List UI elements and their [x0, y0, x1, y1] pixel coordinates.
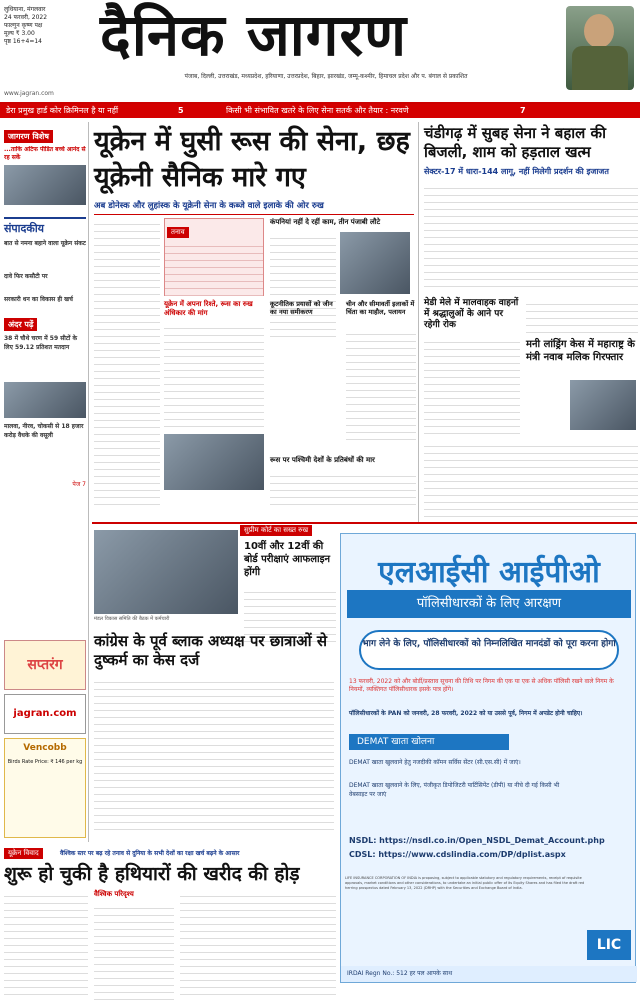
congress-story-headline[interactable]: कांग्रेस के पूर्व ब्लाक अध्यक्ष पर छात्राओं से दुष्कर्म का केस दर्ज	[94, 632, 327, 669]
lic-ad-note-1: 13 फरवरी, 2022 को और बोर्डी/प्रस्ताव सूचना की तिथि पर निगम की एक या एक से अधिक पॉलिसी रखने वाले निगम के नियमों, व्यक्तिगत पॉलिसीधारक इसके पात्र होंगे।	[349, 678, 614, 693]
lic-logo: LIC	[587, 930, 631, 960]
bottom-body-3	[180, 890, 336, 1000]
nsdl-link[interactable]: NSDL: https://nsdl.co.in/Open_NSDL_Demat_Account.php	[349, 836, 605, 845]
ticker-left-page: 5	[178, 106, 184, 115]
inside-heading: अंदर पढ़ें	[4, 318, 37, 331]
edition-line: फाल्गुन कृष्ण पक्ष	[4, 22, 43, 29]
editorial-item[interactable]: सरकारी धन का विकास ही खर्च	[4, 296, 73, 303]
story-diplomacy[interactable]: कूटनीतिक प्रयासों को जीन का नया समीकरण	[270, 300, 333, 316]
jagran-special-label: जागरण विशेष	[4, 130, 53, 143]
lic-demat-item: DEMAT खाता खुलवाने के लिए, पंजीकृत डिपोजिटरी पार्टिसिपेंट (डीपी) या नीचे दी गई किसी भी वेबसाइट पर जाएं	[349, 782, 560, 798]
lic-fine-print: LIFE INSURANCE CORPORATION OF INDIA is proposing, subject to applicable statutory and regulatory requirements, receipt of requisite approvals, market conditions and other considerations, to undertake an initial public offer of its Equity Shares and has filed the draft red herring prospectus dated February 13, 2022 (DRHP) with the Securities and Exchange Board of India.	[345, 876, 585, 890]
tension-label: तनाव	[167, 227, 189, 238]
lead-body-col-1	[94, 218, 160, 510]
teaser-photo	[4, 165, 86, 205]
lic-ad-band: पॉलिसीधारकों के लिए आरक्षण	[347, 590, 631, 618]
masthead	[0, 0, 640, 104]
page-ref: पेज 7	[72, 481, 86, 488]
vencobb-price: Birds Rate Price: ₹ 146 per kg	[7, 759, 83, 765]
top-ticker	[0, 104, 640, 118]
divider	[92, 522, 637, 524]
edition-info	[4, 6, 94, 46]
meeting-caption: मंडल विकास समिति की बैठक में कर्मचारी	[94, 616, 170, 622]
pages: पृष्ठ 16+4=14	[4, 38, 42, 45]
story-china[interactable]: चीन और सीमावर्ती इलाकों में चिंता का माहौल, पलायन	[346, 300, 415, 316]
left-ads	[4, 640, 86, 840]
cdsl-link[interactable]: CDSL: https://www.cdslindia.com/DP/dplist.aspx	[349, 850, 566, 859]
supreme-court-label: सुप्रीम कोर्ट का सख्त रुख	[240, 525, 312, 536]
lead-subhead: अब डोनेस्क और लुहांस्क के यूक्रेनी सेना के कब्जे वाले इलाके की ओर रुख	[94, 201, 324, 211]
divider	[418, 122, 419, 522]
story-companies-body	[270, 232, 336, 342]
inside-item[interactable]: 38 में चौथे चरण में 59 सीटों के लिए 59.12 प्रतिशत मतदान	[4, 335, 78, 351]
ticker-right[interactable]: किसी भी संभावित खतरे के लिए सेना सतर्क और तैयार : नरवणे	[226, 106, 409, 115]
story-sanctions-body	[270, 470, 416, 510]
meeting-photo	[94, 530, 238, 614]
lic-ad-title: एलआईसी आईपीओ	[378, 555, 600, 590]
minister-photo	[570, 380, 636, 430]
teaser-title[interactable]: ...ताकि अटिफ पीडित बच्चे आनंद से रह सकें	[4, 146, 86, 161]
bottom-subhead: वैश्विक परिदृश्य	[94, 890, 134, 898]
editorial-item[interactable]: दावे फिर कसौटी पर	[4, 273, 48, 280]
portrait-face	[584, 14, 614, 48]
editorial-heading: संपादकीय	[4, 217, 86, 236]
inside-item[interactable]: मालवा, नीरव, चोकसी से 18 हजार करोड़ वैधके की वसूली	[4, 423, 84, 439]
story-companies[interactable]: कंपनियां नहीं दे रहीं काम, तीन पंजाबी लौटे	[270, 218, 381, 226]
army-chief-portrait	[566, 6, 634, 90]
regions-line: पंजाब, दिल्ली, उत्तराखंड, मध्यप्रदेश, हरियाणा, उत्तरप्रदेश, बिहार, झारखंड, जम्मू-कश्मीर, हिमाचल प्रदेश और प. बंगाल से प्रकाशित	[184, 73, 468, 80]
right-story-2-body	[424, 336, 520, 434]
right-headline[interactable]: चंडीगढ़ में सुबह सेना ने बहाल की बिजली, शाम को हड़ताल खत्म	[424, 124, 606, 161]
bottom-kicker: वैश्विक स्तर पर बढ़ रहे तनाव से दुनिया के सभी देशों का रक्षा खर्च बढ़ने के आसार	[60, 850, 240, 857]
bottom-body-1	[4, 890, 88, 1000]
bottom-headline[interactable]: शुरू हो चुकी है हथियारों की खरीद की होड़	[4, 863, 300, 885]
lic-demat-item: DEMAT खाता खुलवाने हेतु नजदीकी कॉमन सर्विस सेंटर (सी.एस.सी) में जाएं।	[349, 759, 521, 766]
right-story-1-tail	[526, 298, 638, 334]
newspaper-title: दैनिक जागरण	[100, 1, 408, 69]
lic-ipo-ad	[340, 533, 636, 983]
price: मूल्य ₹ 3.00	[4, 30, 35, 37]
ticker-left[interactable]: डेरा प्रमुख हार्ड कोर क्रिमिनल है या नहीं	[6, 106, 119, 115]
inside-photo	[4, 382, 86, 418]
story-relations-body	[164, 322, 264, 432]
lic-links	[349, 834, 629, 862]
lic-ad-criteria: भाग लेने के लिए, पॉलिसीधारकों को निम्नलिखित मानदंडों को पूरा करना होगा	[359, 630, 619, 670]
lead-headline[interactable]: यूक्रेन में घुसी रूस की सेना, छह यूक्रेनी सैनिक मारे गए	[94, 126, 410, 193]
story-sanctions[interactable]: रूस पर पश्चिमी देशों के प्रतिबंधों की मार	[270, 456, 375, 464]
ticker-right-page: 7	[520, 106, 526, 115]
left-rail	[4, 124, 86, 632]
tension-box	[164, 218, 264, 296]
editorial-item[interactable]: बात से नमना बहाने वाला यूक्रेन संकट	[4, 240, 86, 247]
lic-demat-list	[349, 758, 569, 799]
right-subhead: सेक्टर-17 में धारा-144 लागू, नहीं मिलेगी प्रदर्शन की इजाजत	[424, 167, 609, 176]
edition-date: 24 फरवरी, 2022	[4, 14, 48, 21]
vencobb-brand: Vencobb	[23, 743, 67, 753]
lead-photo	[164, 434, 264, 490]
divider	[94, 214, 414, 215]
student-photo	[340, 232, 410, 294]
board-exam-story[interactable]: 10वीं और 12वीं की बोर्ड परीक्षाएं आफलाइन होंगी	[244, 541, 331, 578]
right-story-2[interactable]: मेडी मेले में मालवाहक वाहनों में श्रद्धालुओं के आने पर रहेगी रोक	[424, 298, 519, 330]
story-china-body	[346, 328, 416, 442]
lic-demat-heading: DEMAT खाता खोलना	[349, 734, 509, 750]
bottom-body-2	[94, 902, 174, 1000]
tension-points	[165, 240, 263, 298]
lic-footer: IRDAI Regn No.: 512 हर पल आपके साथ	[341, 966, 637, 982]
website[interactable]: www.jagran.com	[4, 90, 54, 97]
jagran-com-ad[interactable]: jagran.com	[4, 694, 86, 734]
lic-ad-note-2: पॉलिसीधारकों के PAN को जनवरी, 28 फरवरी, 2022 को या उससे पूर्व, निगम में अपडेट होनी चाहिए।	[349, 710, 583, 717]
right-story-3-body	[424, 440, 638, 520]
congress-story-body	[94, 676, 334, 836]
vencobb-ad	[4, 738, 86, 838]
right-story-3[interactable]: मनी लांड्रिंग केस में महाराष्ट्र के मंत्री नवाब मलिक गिरफ्तार	[526, 339, 635, 363]
divider	[88, 122, 89, 842]
ukraine-dispute-label: यूक्रेन विवाद	[4, 848, 43, 859]
right-body	[424, 182, 638, 292]
story-relations[interactable]: यूक्रेन में अपना रिश्ते, रूस का रुख अंधिकार की मांग	[164, 300, 253, 317]
supplement-ad[interactable]: सप्तरंग	[4, 640, 86, 690]
edition-city: लुधियाना, मंगलवार	[4, 6, 46, 13]
portrait-uniform	[572, 46, 628, 90]
